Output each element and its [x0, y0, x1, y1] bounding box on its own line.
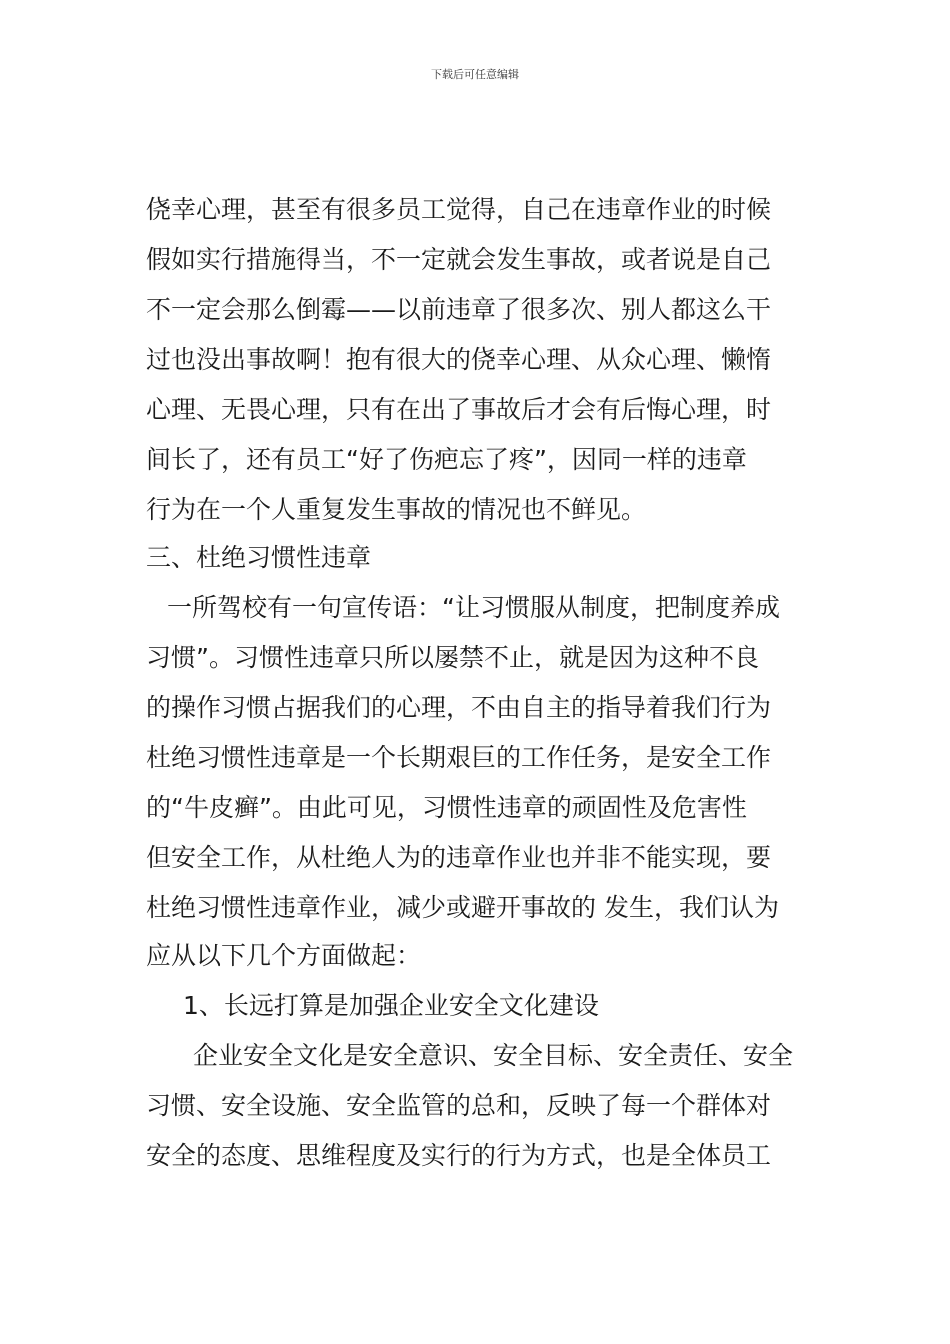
- body-line: 安全的态度、思维程度及实行的行为方式，也是全体员工: [146, 1141, 772, 1170]
- body-line: 假如实行措施得当，不一定就会发生事故，或者说是自己: [146, 245, 772, 274]
- body-line: 企业安全文化是安全意识、安全目标、安全责任、安全: [193, 1041, 794, 1070]
- body-line: 习惯、安全设施、安全监管的总和，反映了每一个群体对: [146, 1091, 772, 1120]
- subsection-heading: 1、长远打算是加强企业安全文化建设: [183, 991, 599, 1020]
- page-header: 下载后可任意编辑: [431, 68, 519, 81]
- section-heading: 三、杜绝习惯性违章: [146, 543, 372, 572]
- body-line: 应从以下几个方面做起：: [146, 941, 422, 970]
- body-line: 行为在一个人重复发生事故的情况也不鲜见。: [146, 495, 647, 524]
- body-line: 杜绝习惯性违章是一个长期艰巨的工作任务，是安全工作: [146, 743, 772, 772]
- body-line: 过也没出事故啊！抱有很大的侥幸心理、从众心理、懒惰: [146, 345, 772, 374]
- body-line: 一所驾校有一句宣传语：“让习惯服从制度，把制度养成: [167, 593, 780, 622]
- body-line: 的“牛皮癣”。由此可见，习惯性违章的顽固性及危害性: [146, 793, 747, 822]
- body-line: 杜绝习惯性违章作业，减少或避开事故的 发生，我们认为: [146, 893, 779, 922]
- body-line: 不一定会那么倒霉——以前违章了很多次、别人都这么干: [146, 295, 772, 324]
- body-line: 习惯”。习惯性违章只所以屡禁不止，就是因为这种不良: [146, 643, 759, 672]
- body-line: 但安全工作，从杜绝人为的违章作业也并非不能实现，要: [146, 843, 772, 872]
- body-line: 心理、无畏心理，只有在出了事故后才会有后悔心理，时: [146, 395, 772, 424]
- body-line: 的操作习惯占据我们的心理，不由自主的指导着我们行为: [146, 693, 772, 722]
- body-line: 侥幸心理，甚至有很多员工觉得，自己在违章作业的时候: [146, 195, 772, 224]
- body-line: 间长了，还有员工“好了伤疤忘了疼”，因同一样的违章: [146, 445, 747, 474]
